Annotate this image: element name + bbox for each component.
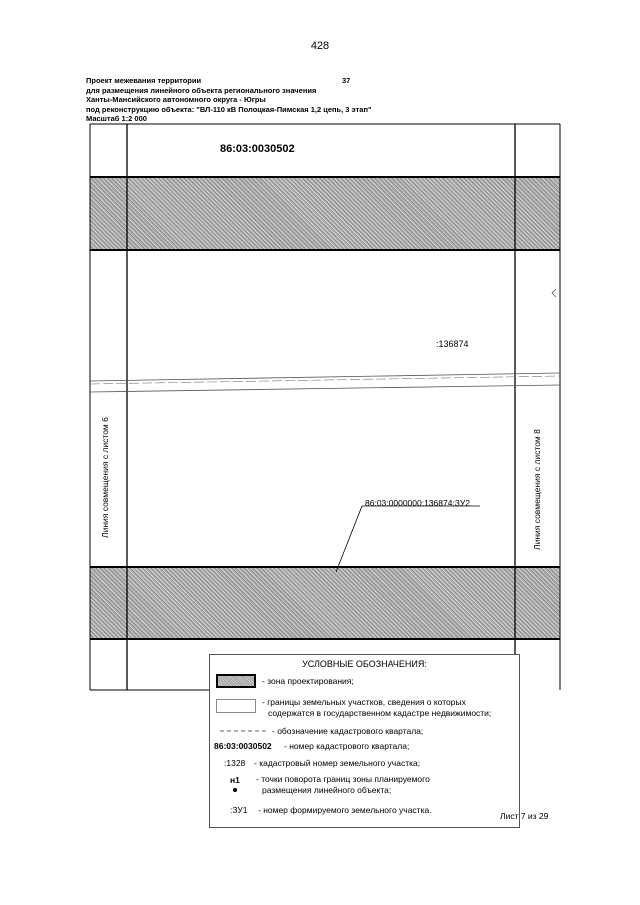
formed-parcel-label: 86:03:0000000:136874:ЗУ2 <box>365 498 470 508</box>
quarter-sample: 86:03:0030502 <box>214 741 272 751</box>
point-sample: н1 <box>230 775 240 785</box>
cadastral-quarter-label: 86:03:0030502 <box>220 143 295 155</box>
quarter-number-label: - номер кадастрового квартала; <box>284 741 410 751</box>
header-line-1: Проект межевания территории <box>86 76 202 85</box>
quarter-dash-label: - обозначение кадастрового квартала; <box>272 726 424 736</box>
formed-sample: :ЗУ1 <box>230 805 248 815</box>
header-line-3: Ханты-Мансийского автономного округа - Югры <box>86 95 266 105</box>
sheet-label: Лист 7 из 29 <box>500 811 549 821</box>
legend <box>209 654 520 828</box>
header-line-4: под реконструкцию объекта: "ВЛ-110 кВ Полоцкая-Пимская 1,2 цепь, 3 этап" <box>86 104 372 114</box>
parcel-boundary-swatch <box>216 699 256 713</box>
legend-title: УСЛОВНЫЕ ОБОЗНАЧЕНИЯ: <box>302 659 427 669</box>
page-number: 428 <box>310 40 330 52</box>
point-label-2: размещения линейного объекта; <box>262 785 392 795</box>
header-sheet-number: 37 <box>342 76 351 85</box>
header-scale: Масштаб 1:2 000 <box>86 114 147 124</box>
left-match-line-label: Линия совмещения с листом 6 <box>100 417 110 538</box>
header-line-2: для размещения линейного объекта регионального значения <box>86 85 317 95</box>
parcel-number-label: :136874 <box>436 339 469 349</box>
quarter-dash-swatch <box>220 728 268 734</box>
design-zone-label: - зона проектирования; <box>262 676 354 686</box>
parcel-sample: :1328 <box>224 758 246 768</box>
parcel-bounds-label-2: содержатся в государственном кадастре недвижимости; <box>268 708 492 718</box>
design-zone-swatch <box>216 674 256 688</box>
formed-label: - номер формируемого земельного участка. <box>258 805 432 815</box>
turning-point-dot-icon <box>233 788 237 792</box>
parcel-number-label: - кадастровый номер земельного участка; <box>254 758 421 768</box>
parcel-bounds-label-1: - границы земельных участков, сведения о которых <box>262 697 466 707</box>
right-match-line-label: Линия совмещения с листом 8 <box>532 429 542 550</box>
point-label-1: - точки поворота границ зоны планируемого <box>256 774 430 784</box>
